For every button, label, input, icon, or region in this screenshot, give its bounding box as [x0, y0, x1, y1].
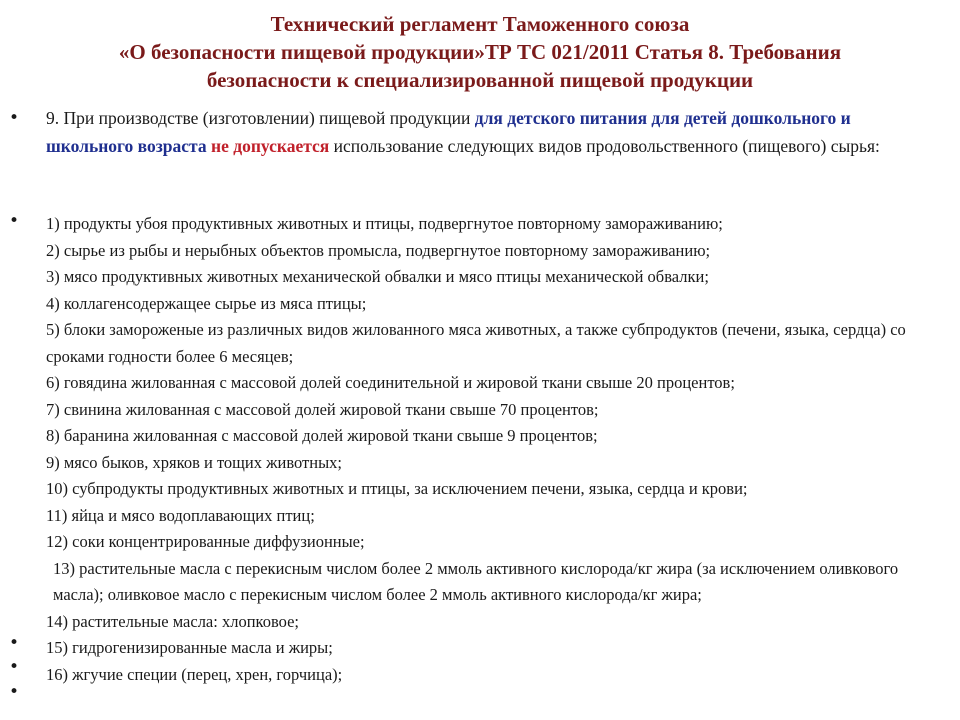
slide-title	[40, 10, 920, 94]
title-line-3: безопасности к специализированной пищевой продукции	[206, 68, 754, 92]
title-line-1: Технический регламент Таможенного союза	[270, 12, 690, 36]
list-item: 7) свинина жилованная с массовой долей жировой ткани свыше 70 процентов;	[46, 399, 599, 419]
list-item: 4) коллагенсодержащее сырье из мяса птицы;	[46, 293, 367, 313]
bullet-marker: •	[9, 211, 20, 231]
list-item: 12) соки концентрированные диффузионные;	[46, 532, 365, 551]
highlight-children-nutrition: для детского питания для детей дошкольного и школьного возраста	[46, 108, 851, 156]
raw-materials-list	[46, 211, 946, 688]
list-item: 5) блоки замороженые из различных видов жилованного мяса животных, а также субпродуктов (печени, языка, сердца) со сроками годности более 6 месяцев;	[46, 320, 906, 366]
intro-paragraph	[46, 104, 926, 160]
list-item: 13) растительные масла с перекисным числом более 2 ммоль активного кислорода/кг жира (за исключением оливкового масла); оливковое масло с перекисным числом более 2 ммоль активного кислорода/кг жира;	[53, 558, 899, 604]
list-item: 10) субпродукты продуктивных животных и птицы, за исключением печени, языка, сердца и крови;	[46, 479, 748, 498]
list-item: 9) мясо быков, хряков и тощих животных;	[46, 452, 342, 472]
bullet-marker: •	[9, 682, 20, 702]
intro-text: 9. При производстве (изготовлении) пищевой продукции	[46, 108, 475, 128]
list-item: 16) жгучие специи (перец, хрен, горчица);	[46, 664, 343, 684]
list-item: 2) сырье из рыбы и нерыбных объектов промысла, подвергнутое повторному замораживанию;	[46, 240, 711, 260]
title-line-2: «О безопасности пищевой продукции»ТР ТС 021/2011 Статья 8. Требования	[118, 40, 842, 64]
list-item: 11) яйца и мясо водоплавающих птиц;	[46, 505, 315, 525]
list-item: 8) баранина жилованная с массовой долей жировой ткани свыше 9 процентов;	[46, 426, 598, 445]
list-item: 6) говядина жилованная с массовой долей соединительной и жировой ткани свыше 20 процентов;	[46, 373, 735, 392]
bullet-marker: •	[9, 633, 20, 653]
bullet-marker: •	[9, 108, 20, 128]
list-item: 14) растительные масла: хлопковое;	[46, 611, 299, 631]
list-item: 1) продукты убоя продуктивных животных и птицы, подвергнутое повторному замораживанию;	[46, 214, 723, 233]
intro-text-end: использование следующих видов продовольственного (пищевого) сырья:	[329, 136, 880, 156]
bullet-marker: •	[9, 657, 20, 677]
list-item: 15) гидрогенизированные масла и жиры;	[46, 638, 333, 657]
list-item: 3) мясо продуктивных животных механической обвалки и мясо птицы механической обвалки;	[46, 267, 709, 286]
highlight-not-allowed: не допускается	[211, 136, 330, 156]
